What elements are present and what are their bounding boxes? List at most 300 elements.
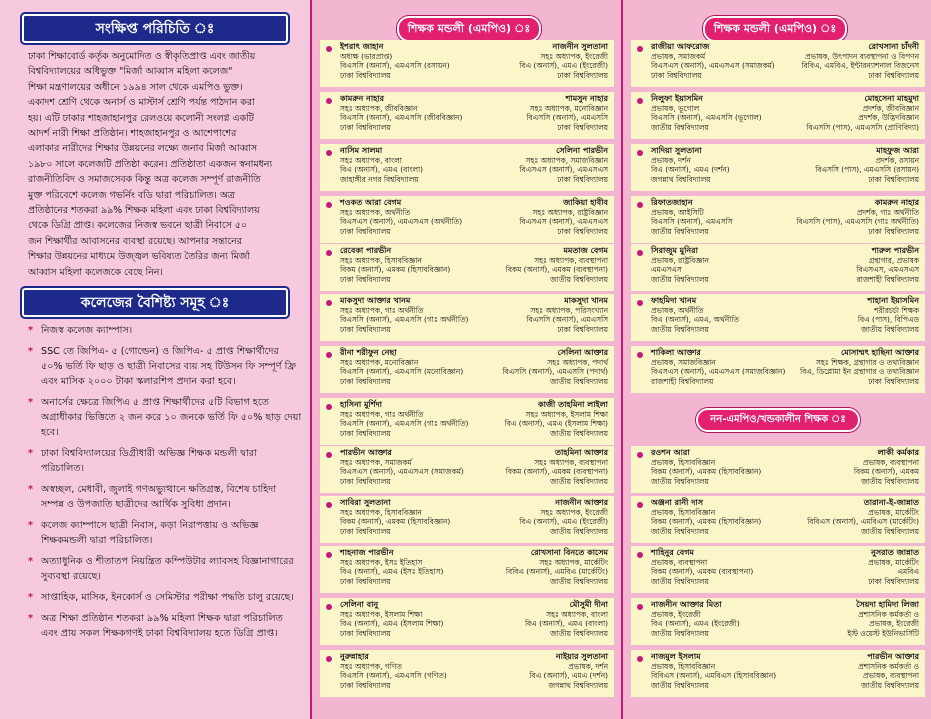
teacher-designation: প্রভাষক, অর্থনীতি — [651, 305, 704, 315]
teacher-designation: সহঃ অধ্যাপক, মনোবিজ্ঞান — [529, 103, 608, 113]
feature-item — [28, 446, 302, 476]
teacher-designation: প্রভাষক, সমাজকর্ম — [651, 51, 706, 61]
teacher-card-right — [774, 448, 919, 486]
faculty-row — [320, 92, 614, 139]
bullet-dot-icon — [326, 98, 332, 104]
teacher-name: রেবেকা পারভীন — [340, 246, 392, 255]
teacher-designation: সহঃ অধ্যাপক, রাষ্ট্রবিজ্ঞান — [532, 207, 608, 217]
bullet-dot-icon — [326, 404, 332, 410]
feature-text: SSC তে জিপিএ- ৫ (গোল্ডেন) ও জিপিএ- ৫ প্রাপ্ত শিক্ষার্থীদের ৫০% ভর্তি ফি ছাড় ও ছাত্রী নিবাসের ব্যয় সহ টিউসন ফি সম্পূর্ণ ফ্রি এবং মাসিক ২০০০ টাকা স্কলারশিপ প্রদান করা হবে। — [41, 346, 297, 388]
faculty-row — [631, 598, 925, 645]
bullet-dot-icon — [326, 46, 332, 52]
teacher-degree: বিএসসি (অনার্স), এমএসসি (পদার্থ) — [502, 367, 608, 377]
teacher-university: জাতীয় বিশ্ববিদ্যালয় — [550, 526, 608, 536]
teacher-name: সেলিনা বানু — [340, 600, 379, 609]
teacher-designation: শরীরচর্চা শিক্ষক — [874, 305, 919, 315]
teacher-degree: বিএসএস, এমএসএস — [856, 265, 919, 275]
teacher-name: হাসিনা মুর্শিদা — [340, 400, 382, 409]
teacher-designation: গ্রন্থাগার, প্রভাষক — [868, 255, 919, 265]
feature-item — [28, 554, 302, 584]
teacher-name: নাজমুল ইসলাম — [651, 652, 701, 661]
teacher-designation: সহঃ অধ্যাপক, বাংলা — [340, 155, 402, 165]
bullet-dot-icon — [637, 352, 643, 358]
teacher-designation: প্রভাষক, মার্কেটিং — [868, 557, 919, 567]
teacher-name: নাইয়ার সুলতানা — [555, 652, 608, 661]
intro-line: হয়। এটি ঢাকার শাহজাহানপুর রেলওয়ে কলোনী সংলগ্ন একটি — [28, 112, 254, 124]
teacher-designation: সহঃ অধ্যাপক, ইংরেজী — [540, 507, 608, 517]
feature-text: নিজস্ব কলেজ ক্যাম্পাস। — [41, 325, 133, 337]
bullet-dot-icon — [326, 656, 332, 662]
bullet-star-icon: * — [28, 325, 34, 337]
teacher-designation: সহঃ অধ্যাপক, বাংলা — [546, 609, 608, 619]
teacher-university: জাতীয় বিশ্ববিদ্যালয় — [651, 274, 709, 284]
features-heading: কলেজের বৈশিষ্ট্য সমূহ ঃ — [22, 288, 288, 317]
teacher-university: ঢাকা বিশ্ববিদ্যালয় — [557, 174, 608, 184]
teacher-designation: প্রভাষক, ভূগোল — [651, 103, 700, 113]
teacher-university: জাতীয় বিশ্ববিদ্যালয় — [861, 526, 919, 536]
teacher-name: ফাহমিদা খানম — [651, 296, 697, 305]
bullet-star-icon: * — [28, 448, 34, 460]
teacher-name: রওশন আরা — [651, 448, 690, 457]
faculty-panel-middle — [310, 0, 621, 719]
feature-text: অস্বচ্ছল, মেধাবী, জুলাই গণঅভ্যুত্থানে ক্ষতিগ্রস্ত, বিশেষ চাহিদা সম্পন্ন ও উপজাতি ছাত্রীদের আর্থিক সুবিধা প্রদান। — [41, 484, 277, 511]
teacher-university: ঢাকা বিশ্ববিদ্যালয় — [340, 70, 391, 80]
teacher-name: কামরুন নাহার — [340, 94, 385, 103]
teacher-university: জাতীয় বিশ্ববিদ্যালয় — [651, 122, 709, 132]
teacher-name: মাকসুদা খানম — [564, 296, 608, 305]
teacher-university: ঢাকা বিশ্ববিদ্যালয় — [868, 376, 919, 386]
teacher-university: ঢাকা বিশ্ববিদ্যালয় — [868, 70, 919, 80]
faculty-row — [320, 346, 614, 393]
teacher-university: জাতীয় বিশ্ববিদ্যালয় — [550, 428, 608, 438]
intro-line: শিক্ষার উন্নয়নের মাধ্যমে উজ্জ্বল ভবিষ্যত তৈরির জন্য মির্জা — [28, 251, 250, 263]
teacher-name: সাবিরা সুলতানা — [340, 498, 391, 507]
teacher-university: ঢাকা বিশ্ববিদ্যালয় — [340, 576, 391, 586]
teacher-designation: প্রভাষক, হিসাববিজ্ঞান — [651, 661, 716, 671]
teacher-university: জাতীয় বিশ্ববিদ্যালয় — [550, 576, 608, 586]
teacher-university: জাতীয় বিশ্ববিদ্যালয় — [651, 226, 709, 236]
faculty-row — [320, 546, 614, 593]
intro-line: ১৯৮০ সালে কলেজটি প্রতিষ্ঠা করেন। প্রতিষ্ঠাতা একজন স্বনামধন্য — [28, 158, 273, 170]
teacher-card-right — [774, 600, 919, 638]
teacher-name: নাসিম সালমা — [340, 146, 383, 155]
faculty-row — [631, 496, 925, 543]
teacher-university: ঢাকা বিশ্ববিদ্যালয় — [868, 576, 919, 586]
teacher-name: মমতাজ বেগম — [563, 246, 608, 255]
teacher-university: ঢাকা বিশ্ববিদ্যালয় — [651, 70, 702, 80]
teacher-university: ঢাকা বিশ্ববিদ্যালয় — [340, 628, 391, 638]
intro-line: এলাকার নারীদের শিক্ষার উন্নয়নের লক্ষ্যে জনাব মির্জা আব্বাস — [28, 143, 258, 155]
teacher-university: জাতীয় বিশ্ববিদ্যালয় — [550, 274, 608, 284]
teacher-designation: সহঃ অধ্যাপক, পরিসংখ্যান — [530, 305, 608, 315]
teacher-degree: বিবিএ (অনার্স), এমবিএ (মার্কেটিং) — [505, 567, 608, 577]
teacher-university: ঢাকা বিশ্ববিদ্যালয় — [868, 226, 919, 236]
faculty-row — [631, 650, 925, 697]
teacher-designation: সহঃ শিক্ষক, গ্রন্থাগার ও তথ্যবিজ্ঞান — [816, 357, 919, 367]
teacher-degree: বিএসএস (অনার্স), এমএসএস (সমাজবিজ্ঞান) — [651, 367, 786, 377]
teacher-designation: সহঃ অধ্যাপক, ব্যবস্থাপনা — [534, 457, 608, 467]
intro-panel — [0, 0, 310, 719]
teacher-card-right — [463, 94, 608, 132]
teacher-designation: সহঃ অধ্যাপক, ইংরেজী — [540, 51, 608, 61]
teacher-designation: প্রশাসনিক কর্মকর্তা ও — [858, 609, 919, 619]
teacher-university: রাজশাহী বিশ্ববিদ্যালয় — [856, 274, 919, 284]
teacher-designation: সহঃ অধ্যাপক, হিসাববিজ্ঞান — [340, 255, 422, 265]
teacher-designation: সহঃ অধ্যাপক, ব্যবস্থাপনা — [534, 255, 608, 265]
teacher-name: নাজনীন আক্তার মিতা — [651, 600, 722, 609]
teacher-university: জাতীয় বিশ্ববিদ্যালয় — [651, 476, 709, 486]
teacher-designation: প্রভাষক, আইসিটি — [651, 207, 704, 217]
teacher-degree: বিকম (অনার্স), এমকম (হিসাববিজ্ঞান) — [340, 517, 451, 527]
teacher-university: ঢাকা বিশ্ববিদ্যালয় — [340, 226, 391, 236]
teacher-degree: বিএসসি (অনার্স), এমএসসি — [651, 217, 733, 227]
teacher-university: জাতীয় বিশ্ববিদ্যালয় — [651, 526, 709, 536]
intro-line: থেকে ডিগ্রি প্রাপ্ত। কলেজের নিজস্ব ভবনে ছাত্রী নিবাসে ৫০ — [28, 220, 247, 232]
teacher-card-right — [463, 146, 608, 184]
teacher-degree: বিএসসি (অনার্স), এমএসসি (গণিত) — [340, 671, 447, 681]
teacher-card-right — [463, 600, 608, 638]
teacher-name: সেলিনা পারভীন — [556, 146, 608, 155]
teacher-designation: সহঃ অধ্যাপক, মনোবিজ্ঞান — [340, 357, 419, 367]
teacher-university: ঢাকা বিশ্ববিদ্যালয় — [557, 324, 608, 334]
teacher-degree: বিএসসি (অনার্স), এমএসসি (জীববিজ্ঞান) — [340, 113, 463, 123]
teacher-designation: সহঃ অধ্যাপক, হিসাববিজ্ঞান — [340, 507, 422, 517]
faculty-row — [631, 40, 925, 87]
teacher-card-right — [463, 198, 608, 236]
teacher-card-right — [774, 548, 919, 586]
intro-line: ঢাকা শিক্ষাবোর্ড কর্তৃক অনুমোদিত ও স্বীকৃতিপ্রাপ্ত এবং জাতীয় — [28, 51, 256, 62]
teacher-card-right — [774, 246, 919, 284]
feature-item — [28, 395, 302, 440]
teacher-designation: সহঃ অধ্যাপক, গণিত — [340, 661, 402, 671]
teacher-designation: প্রভাষক, হিসাববিজ্ঞান — [651, 507, 716, 517]
faculty-row — [320, 446, 614, 493]
feature-text: ঢাকা বিশ্ববিদ্যালয়ের ডিগ্রীধারী অভিজ্ঞ শিক্ষক মন্ডলী দ্বারা পরিচালিত। — [41, 448, 257, 475]
teacher-degree: বিএসসি (অনার্স), এমএসসি (গাঃ অর্থনীতি) — [340, 419, 469, 429]
teacher-name: পারভীন আক্তার — [340, 448, 392, 457]
teacher-degree: বিএসসি (অনার্স), এমএসসি (গাঃ অর্থনীতি) — [340, 315, 469, 325]
teacher-university: ঢাকা বিশ্ববিদ্যালয় — [340, 476, 391, 486]
teacher-designation: প্রদর্শক, রসায়ন — [875, 155, 919, 165]
bullet-dot-icon — [326, 604, 332, 610]
teacher-name: নাজনীন সুলতানা — [552, 42, 608, 51]
teacher-degree: বিএ (অনার্স), এমএ (ইসঃ ইতিহাস) — [340, 567, 444, 577]
teacher-name: মৌসুমী দীনা — [569, 600, 608, 609]
teacher-university: ঢাকা বিশ্ববিদ্যালয় — [340, 122, 391, 132]
teacher-name: শওকত আরা বেগম — [340, 198, 402, 207]
bullet-dot-icon — [637, 46, 643, 52]
teacher-designation: প্রদর্শক, গাঃ অর্থনীতি — [856, 207, 919, 217]
bullet-dot-icon — [637, 300, 643, 306]
teacher-name: শাহনাজ পারভীন — [340, 548, 394, 557]
intro-line: আব্বাস মহিলা কলেজকে বেছে নিন। — [28, 266, 163, 278]
bullet-dot-icon — [326, 202, 332, 208]
teacher-designation: প্রভাষক, হিসাববিজ্ঞান — [651, 457, 716, 467]
teacher-card-right — [774, 348, 919, 386]
teacher-card-right — [463, 652, 608, 690]
faculty-row — [320, 294, 614, 341]
teacher-degree: এমবিএ — [897, 567, 919, 577]
intro-line: জন শিক্ষার্থীর আবাসনের ব্যবস্থা রয়েছে। আপনার সন্তানের — [28, 235, 242, 247]
teacher-degree: বিএসএস (অনার্স), এমএসএস — [519, 217, 608, 227]
teacher-name: শারুল পারভীন — [871, 246, 919, 255]
faculty-row — [320, 144, 614, 191]
feature-item — [28, 518, 302, 548]
faculty-row — [320, 496, 614, 543]
teacher-name: সৈয়দা হামিদা লিজা — [856, 600, 919, 609]
bullet-star-icon: * — [28, 346, 34, 358]
teacher-designation: সহঃ অধ্যাপক, পদার্থ — [547, 357, 608, 367]
teacher-university: জাতীয় বিশ্ববিদ্যালয় — [550, 476, 608, 486]
teacher-university: জাহাঙ্গীর নগর বিশ্ববিদ্যালয় — [340, 174, 419, 184]
teacher-degree: বিএসএস (অনার্স), এমএসএস (সমাজকর্ম) — [651, 61, 775, 71]
bullet-dot-icon — [637, 552, 643, 558]
teacher-designation: প্রভাষক, দর্শন — [651, 155, 691, 165]
bullet-dot-icon — [326, 352, 332, 358]
bullet-dot-icon — [637, 502, 643, 508]
teacher-degree: বিকম (অনার্স), এমকম (হিসাববিজ্ঞান) — [651, 467, 762, 477]
teacher-card-right — [774, 652, 919, 690]
feature-item — [28, 344, 302, 389]
faculty-heading: শিক্ষক মন্ডলী (এমপিও) ঃ — [397, 16, 541, 42]
bullet-dot-icon — [637, 604, 643, 610]
teacher-university: ঢাকা বিশ্ববিদ্যালয় — [557, 70, 608, 80]
faculty-row — [631, 144, 925, 191]
feature-item — [28, 482, 302, 512]
teacher-card-right — [774, 498, 919, 536]
teacher-university: জাতীয় বিশ্ববিদ্যালয় — [861, 476, 919, 486]
bullet-dot-icon — [326, 452, 332, 458]
teacher-designation: সহঃ অধ্যাপক, সমাজকর্ম — [340, 457, 412, 467]
teacher-designation: সহঃ অধ্যাপক, ইসলাম শিক্ষা — [340, 609, 423, 619]
teacher-designation: প্রভাষক, সমাজবিজ্ঞান — [651, 357, 716, 367]
faculty-row — [631, 446, 925, 493]
teacher-degree: বিএসএস (অনার্স), এমএসএস — [519, 165, 608, 175]
teacher-name: রিফাতজাহান — [651, 198, 693, 207]
teacher-degree: বিএসসি (অনার্স), এমএসসি — [526, 113, 608, 123]
teacher-degree: বিএ, ডিপ্লোমা ইন গ্রন্থাগার ও তথ্যবিজ্ঞান — [799, 367, 919, 377]
bullet-dot-icon — [326, 150, 332, 156]
faculty-row — [631, 346, 925, 393]
teacher-card-right — [774, 198, 919, 236]
bullet-star-icon: * — [28, 592, 34, 604]
teacher-university: জাতীয় বিশ্ববিদ্যালয় — [861, 680, 919, 690]
teacher-degree: বিএসএস (অনার্স), এমএসএস (সমাজকর্ম) — [340, 467, 464, 477]
faculty-row — [631, 546, 925, 593]
teacher-degree: এমএসএস — [651, 265, 682, 275]
teacher-university: ঢাকা বিশ্ববিদ্যালয় — [340, 526, 391, 536]
non-mpo-heading: নন-এমপিও/খন্ডকালীন শিক্ষক ঃ — [696, 408, 860, 432]
teacher-designation: প্রভাষক, ব্যবস্থাপনা — [862, 457, 919, 467]
teacher-university: জাতীয় বিশ্ববিদ্যালয় — [651, 628, 709, 638]
teacher-card-right — [463, 246, 608, 284]
faculty-row — [631, 92, 925, 139]
teacher-degree: প্রদর্শক, উদ্ভিদবিজ্ঞান — [858, 113, 919, 123]
teacher-degree: বিএ (অনার্স), এমএ (বাংলা) — [340, 165, 424, 175]
teacher-degree: বিএ (অনার্স), এমএ (ইসলাম শিক্ষা) — [504, 419, 608, 429]
teacher-degree: প্রভাষক, ইংরেজী — [869, 619, 919, 629]
teacher-university: জাতীয় বিশ্ববিদ্যালয় — [651, 324, 709, 334]
intro-line: আদর্শ নারী শিক্ষা প্রতিষ্ঠান। শাহজাহানপুর ও আশেপাশের — [28, 128, 237, 140]
faculty-row — [320, 40, 614, 87]
teacher-designation: সহঃ অধ্যাপক, সমাজবিজ্ঞান — [525, 155, 608, 165]
teacher-name: নাজনীন আক্তার — [555, 498, 608, 507]
intro-line: বিশ্ববিদ্যালয়ের অধিভুক্ত "মির্জা আব্বাস মহিলা কলেজ" — [28, 66, 233, 78]
teacher-card-right — [774, 296, 919, 334]
teacher-designation: প্রভাষক, ব্যবস্থাপনা — [651, 557, 708, 567]
teacher-degree: বিএসএস (অনার্স), এমএসএস (অর্থনীতি) — [340, 217, 463, 227]
teacher-degree: বিবিএস (অনার্স), এমবিএস (মার্কেটিং) — [807, 517, 919, 527]
teacher-card-right — [463, 448, 608, 486]
teacher-designation: সহঃ অধ্যাপক, মার্কেটিং — [539, 557, 608, 567]
faculty-panel-right — [621, 0, 931, 719]
feature-item — [28, 611, 302, 641]
teacher-name: শামসুন নাহার — [565, 94, 608, 103]
bullet-star-icon: * — [28, 397, 34, 409]
teacher-name: মোসাম্মৎ হাছিনা আক্তার — [841, 348, 919, 357]
faculty-heading: শিক্ষক মন্ডলী (এমপিও) ঃ — [703, 16, 847, 42]
teacher-degree: বিএ (অনার্স), এমএ (বাংলা) — [524, 619, 608, 629]
teacher-university: ঢাকা বিশ্ববিদ্যালয় — [340, 428, 391, 438]
teacher-university: ঢাকা বিশ্ববিদ্যালয় — [557, 122, 608, 132]
bullet-dot-icon — [326, 502, 332, 508]
feature-item — [28, 323, 302, 338]
teacher-card-right — [463, 42, 608, 80]
intro-heading: সংক্ষিপ্ত পরিচিতি ঃ — [22, 14, 288, 43]
teacher-degree: বিকম (অনার্স), এমকম (হিসাববিজ্ঞান) — [651, 517, 762, 527]
teacher-university: ঢাকা বিশ্ববিদ্যালয় — [557, 226, 608, 236]
faculty-row — [320, 196, 614, 243]
teacher-name: সেলিনা আক্তার — [557, 348, 608, 357]
teacher-name: সাদিয়া সুলতানা — [651, 146, 702, 155]
teacher-university: জাতীয় বিশ্ববিদ্যালয় — [550, 628, 608, 638]
teacher-university: ঢাকা বিশ্ববিদ্যালয় — [340, 324, 391, 334]
teacher-card-right — [463, 400, 608, 438]
teacher-degree: বিএসসি (অনার্স), এমএসসি (মনোবিজ্ঞান) — [340, 367, 464, 377]
faculty-row — [320, 598, 614, 645]
teacher-degree: বিএ (অনার্স), এমএ (ইংরেজী) — [519, 61, 608, 71]
intro-line: মুক্ত পরিবেশে কলেজ গভর্নিং বডি দ্বারা পরিচালিত। অত্র — [28, 189, 235, 201]
faculty-row — [320, 398, 614, 445]
teacher-university: বিএসসি (পাস), এমএসসি (প্রাণিবিদ্যা) — [806, 122, 919, 132]
teacher-university: ঢাকা বিশ্ববিদ্যালয় — [340, 376, 391, 386]
teacher-university: ইস্ট ওয়েস্ট ইউনিভার্সিটি — [847, 628, 919, 638]
teacher-name: তারানা-ই-জান্নাত — [863, 498, 919, 507]
intro-line: প্রতিষ্ঠানের শতকরা ৯৯% শিক্ষক মহিলা এবং ঢাকা বিশ্ববিদ্যালয় — [28, 205, 260, 217]
teacher-name: লাকী কর্মকার — [877, 448, 919, 457]
teacher-name: নিলুফা ইয়াসমিন — [651, 94, 703, 103]
teacher-degree: প্রভাষক, ব্যবস্থাপনা — [862, 671, 919, 681]
teacher-university: জগন্নাথ বিশ্ববিদ্যালয় — [651, 174, 711, 184]
teacher-card-right — [463, 296, 608, 334]
intro-line: রাজনীতিবিদ ও সমাজসেবক কিন্তু অত্র কলেজ সম্পূর্ণ রাজনীতি — [28, 174, 261, 186]
teacher-name: ইশরাৎ জাহান — [340, 42, 384, 51]
teacher-degree: বিকম (অনার্স), এমকম (ব্যবস্থাপনা) — [505, 467, 608, 477]
teacher-name: রোখসানা বিনতে কাসেম — [530, 548, 608, 557]
teacher-name: মাহফুজ আরা — [876, 146, 919, 155]
teacher-name: শাহিনুর বেগম — [651, 548, 694, 557]
teacher-degree: বিএসসি (অনার্স), এমএসসি (রসায়ন) — [340, 61, 450, 71]
teacher-designation: প্রভাষক, দর্শন — [568, 661, 608, 671]
feature-text: অনার্সের ক্ষেত্রে জিপিএ ৫ প্রাপ্ত শিক্ষার্থীদের ৫টি বিভাগ হতে অগ্রাধীকার ভিত্তিতে ২ জন করে ১০ জনকে ভর্তি ফি ৫০% ছাড় দেয়া হবে। — [41, 397, 302, 439]
teacher-card-right — [463, 548, 608, 586]
features-list — [0, 323, 310, 641]
teacher-degree: বিএ (অনার্স), এমএ (ইংরেজী) — [519, 517, 608, 527]
teacher-card-right — [774, 146, 919, 184]
teacher-card-right — [463, 498, 608, 536]
teacher-university: জাতীয় বিশ্ববিদ্যালয় — [550, 376, 608, 386]
feature-text: কলেজ ক্যাম্পাসে ছাত্রী নিবাস, কড়া নিরাপত্তায় ও অভিজ্ঞ শিক্ষকমন্ডলী দ্বারা পরিচালিত। — [41, 520, 259, 547]
teacher-designation: সহঃ অধ্যাপক, অর্থনীতি — [340, 207, 411, 217]
teacher-name: অঞ্জনা রানী দাস — [651, 498, 704, 507]
feature-item — [28, 590, 302, 605]
teacher-university: জগন্নাথ বিশ্ববিদ্যালয় — [548, 680, 608, 690]
faculty-row — [631, 294, 925, 341]
bullet-star-icon: * — [28, 613, 34, 625]
teacher-degree: বিএসসি (পাস), এমএসসি (রসায়ন) — [815, 165, 919, 175]
bullet-dot-icon — [326, 552, 332, 558]
teacher-degree: বিকম (অনার্স), এমকম (ব্যবস্থাপনা) — [505, 265, 608, 275]
teacher-designation: প্রভাষক, রাষ্ট্রবিজ্ঞান — [651, 255, 709, 265]
teacher-university: ঢাকা বিশ্ববিদ্যালয় — [868, 174, 919, 184]
teacher-designation: প্রভাষক, উৎপাদন ব্যবস্থাপনা ও বিপণন — [805, 51, 919, 61]
teacher-name: রোখসানা চাঁদনী — [868, 42, 919, 51]
teacher-university: রাজশাহী বিশ্ববিদ্যালয় — [651, 376, 714, 386]
bullet-star-icon: * — [28, 484, 34, 496]
bullet-dot-icon — [326, 250, 332, 256]
teacher-degree: বিএ (অনার্স), এমএ (দর্শন) — [529, 671, 608, 681]
teacher-degree: বিকম (অনার্স), এমকম (হিসাববিজ্ঞান) — [340, 265, 451, 275]
bullet-star-icon: * — [28, 556, 34, 568]
teacher-name: জাকিয়া হাবীব — [563, 198, 608, 207]
feature-text: অত্র শিক্ষা প্রতিষ্ঠান শতকরা ৯৯% মহিলা শিক্ষক দ্বারা পরিচালিত এবং প্রায় সকল শিক্ষকগণই ঢাকা বিশ্ববিদ্যালয় হতে ডিগ্রি প্রাপ্ত। — [41, 613, 283, 640]
bullet-dot-icon — [637, 250, 643, 256]
teacher-degree: বিএ (অনার্স), এমএ (ইসলাম শিক্ষা) — [340, 619, 444, 629]
teacher-degree: বিএ (অনার্স), এমএ (ইংরেজী) — [651, 619, 740, 629]
faculty-row — [631, 244, 925, 291]
bullet-dot-icon — [637, 202, 643, 208]
teacher-name: সিরাজুম মুনিরা — [651, 246, 698, 255]
teacher-name: পারভীন আক্তার — [867, 652, 919, 661]
teacher-name: রাজীয়া আফরোজ — [651, 42, 710, 51]
teacher-designation: সহঃ অধ্যাপক, জীববিজ্ঞান — [340, 103, 418, 113]
teacher-degree: বিকম (অনার্স), এমকম — [853, 467, 919, 477]
teacher-name: কামরুন নাহার — [874, 198, 919, 207]
teacher-university: ঢাকা বিশ্ববিদ্যালয় — [340, 274, 391, 284]
teacher-name: শাহানা ইয়াসমিন — [867, 296, 919, 305]
teacher-card-right — [774, 42, 919, 80]
teacher-card-right — [774, 94, 919, 132]
bullet-dot-icon — [637, 452, 643, 458]
intro-text — [0, 49, 310, 280]
intro-line: একাদশ শ্রেণি থেকে অনার্স ও মাস্টার্স শ্রেণি পর্যন্ত পাঠদান করা — [28, 97, 255, 109]
faculty-row — [320, 244, 614, 291]
bullet-dot-icon — [637, 98, 643, 104]
teacher-designation: প্রভাষক, মার্কেটিং — [868, 507, 919, 517]
teacher-name: মোহসেনা মাহমুদা — [864, 94, 919, 103]
teacher-degree: বিবিএ, এমবিএ, ইন্টারন্যাশনাল বিজনেস — [801, 61, 919, 71]
teacher-degree: বিএ (পাস), বিপিএড — [857, 315, 919, 325]
teacher-name: মাকসুদা আক্তার খানম — [340, 296, 411, 305]
teacher-university: জাতীয় বিশ্ববিদ্যালয় — [861, 324, 919, 334]
bullet-star-icon: * — [28, 520, 34, 532]
teacher-designation: সহঃ অধ্যাপক, গাঃ অর্থনীতি — [340, 409, 424, 419]
feature-text: অত্যাধুনিক ও শীতাতপ নিয়ন্ত্রিত কম্পিউটার ল্যাবসহ বিজ্ঞানাগারের সুব্যবস্থা রয়েছে। — [41, 556, 294, 583]
teacher-designation: প্রশাসনিক কর্মকর্তা ও — [858, 661, 919, 671]
teacher-designation: সহঃ অধ্যাপক, গাঃ অর্থনীতি — [340, 305, 424, 315]
teacher-university: জাতীয় বিশ্ববিদ্যালয় — [651, 576, 709, 586]
bullet-dot-icon — [326, 300, 332, 306]
